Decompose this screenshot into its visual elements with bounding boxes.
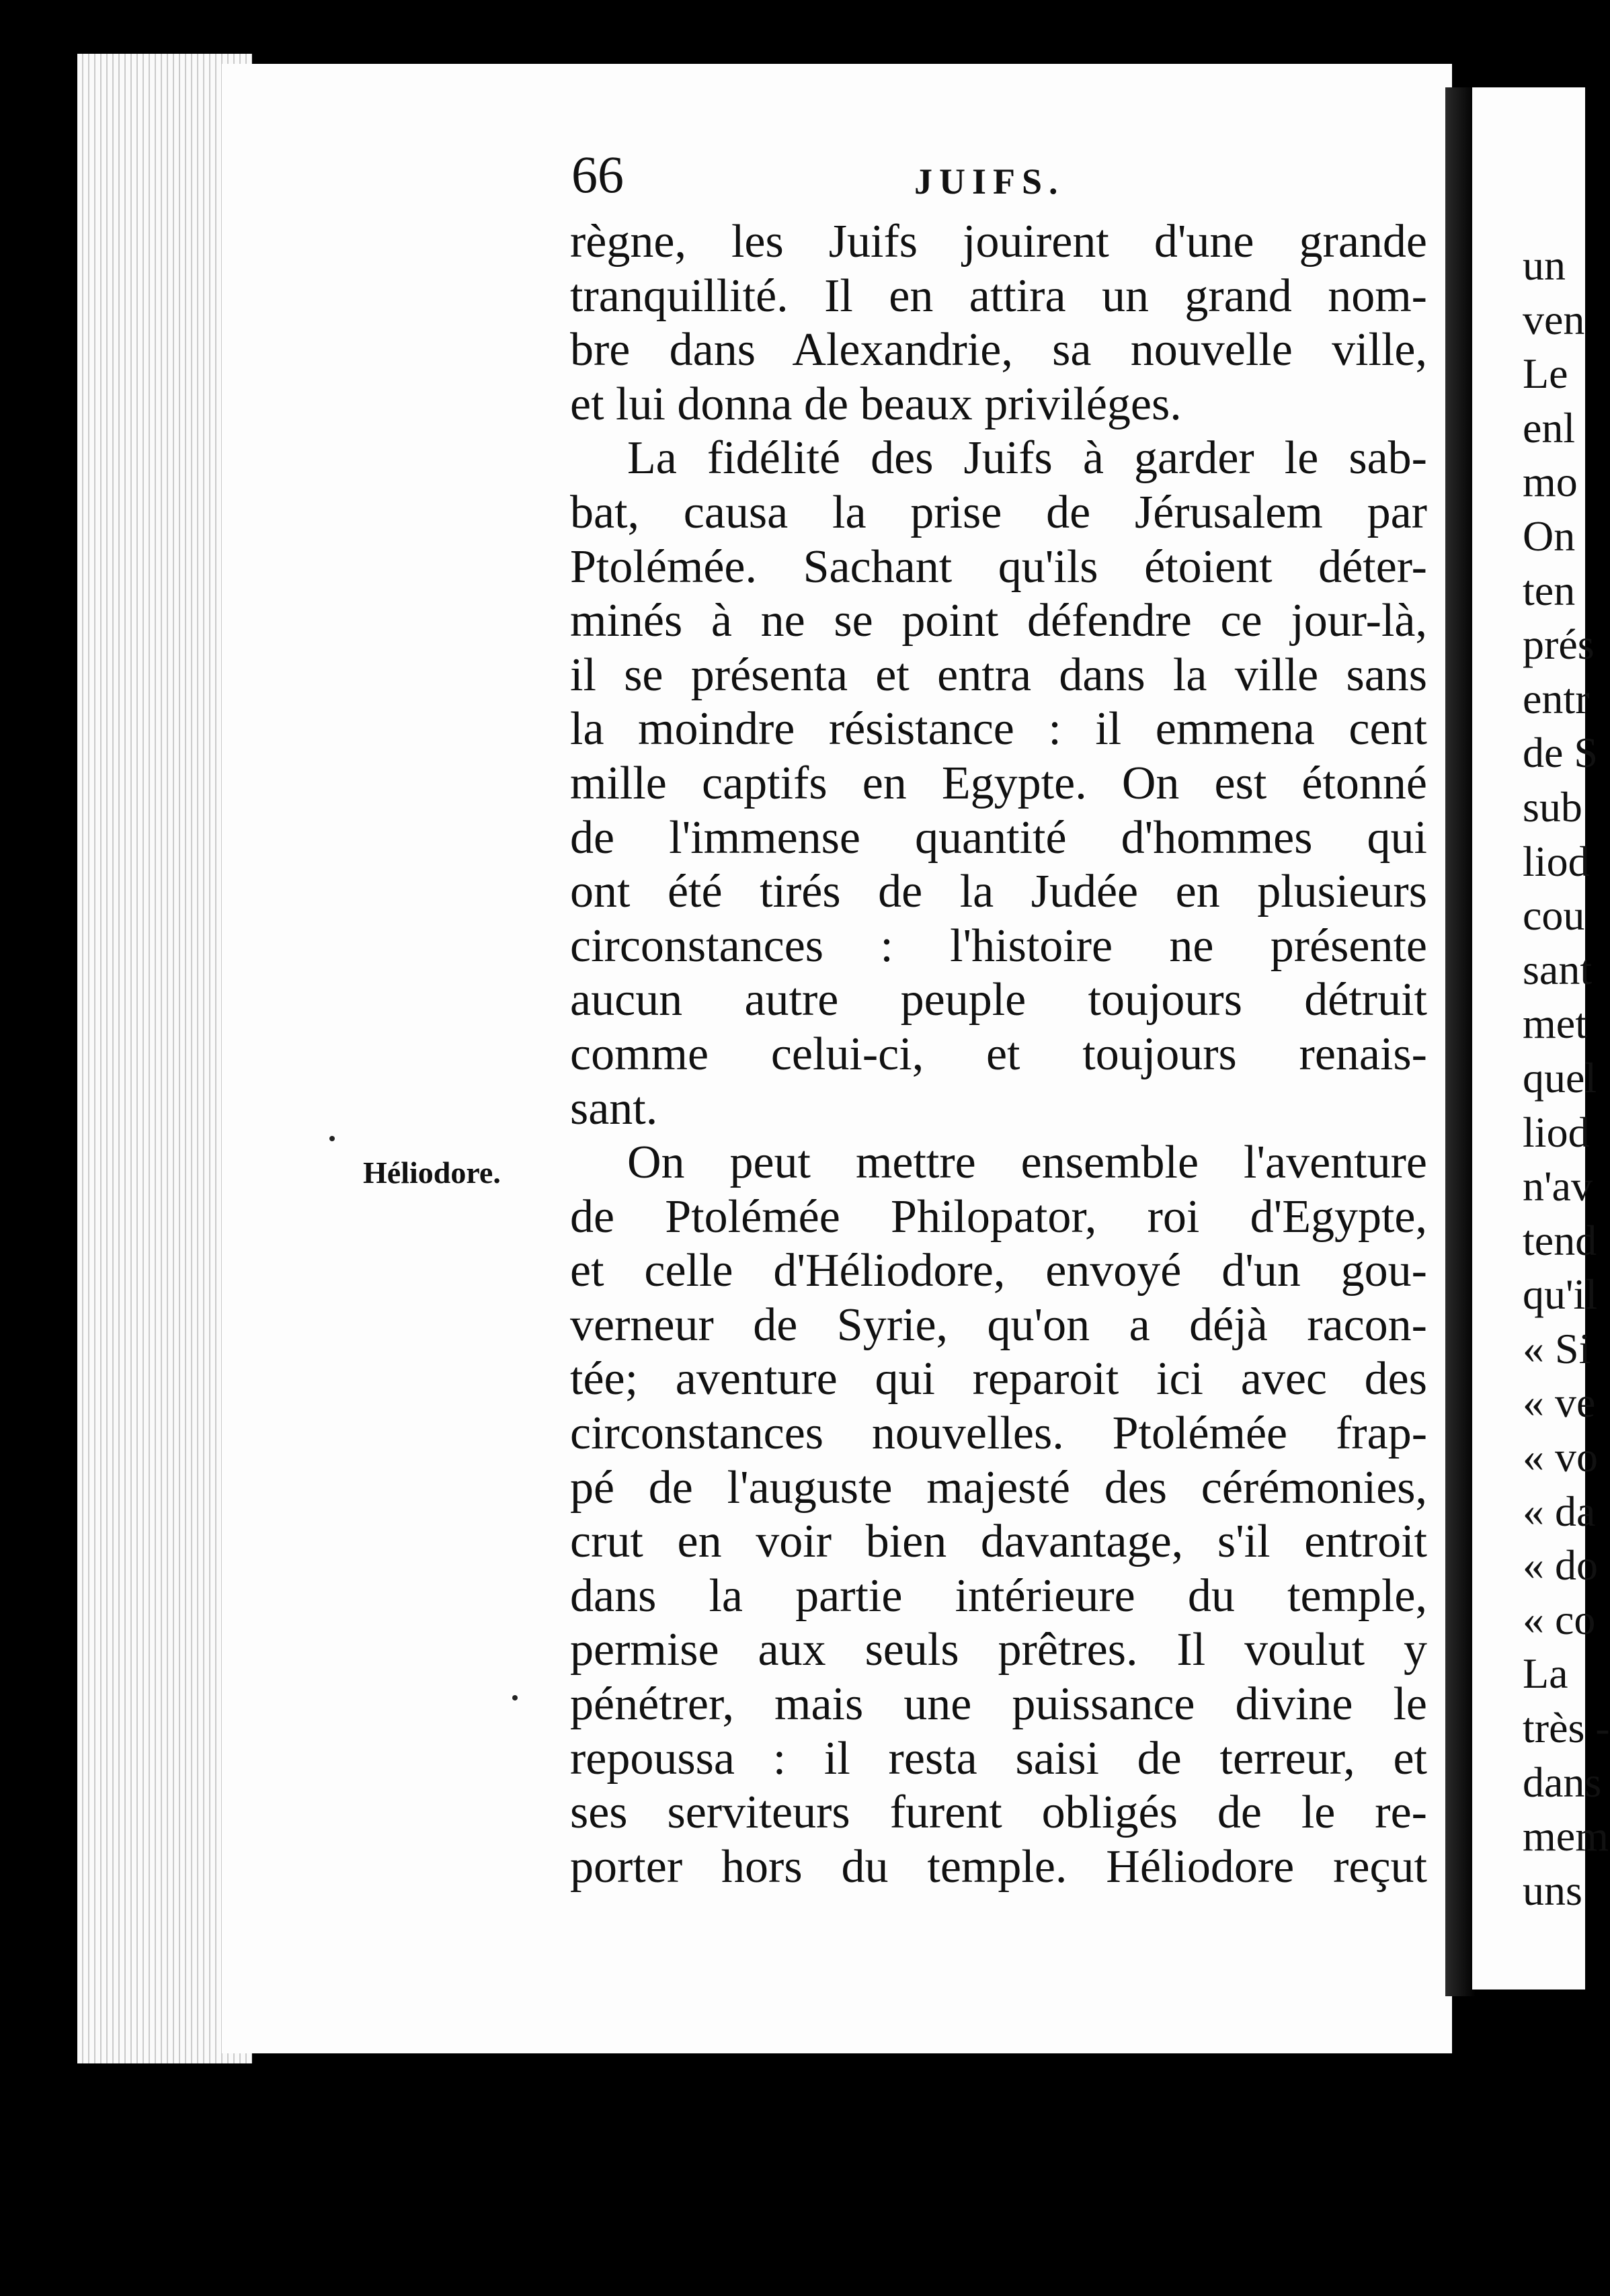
text-line: La fidélité des Juifs à garder le sab-: [627, 432, 1427, 485]
text-line: circonstances nouvelles. Ptolémée frap-: [570, 1407, 1427, 1460]
text-line: comme celui-ci, et toujours renais-: [570, 1028, 1427, 1080]
right-page-fragment: quel: [1523, 1053, 1597, 1102]
right-page-fragment: La: [1523, 1649, 1568, 1698]
right-page: [1472, 87, 1610, 1990]
text-line: ont été tirés de la Judée en plusieurs: [570, 866, 1427, 918]
text-line: et celle d'Héliodore, envoyé d'un gou-: [570, 1245, 1427, 1297]
right-page-fragment: sant: [1523, 945, 1593, 993]
text-line: bre dans Alexandrie, sa nouvelle ville,: [570, 324, 1427, 376]
right-page-fragment: « ve: [1523, 1379, 1596, 1427]
right-page-fragment: On: [1523, 511, 1576, 560]
text-line: On peut mettre ensemble l'aventure: [627, 1137, 1427, 1189]
text-line: de l'immense quantité d'hommes qui: [570, 811, 1427, 864]
text-line: repoussa : il resta saisi de terreur, et: [570, 1732, 1427, 1785]
right-page-fragment: un: [1523, 241, 1566, 289]
right-page-fragment: cou: [1523, 891, 1585, 940]
right-page-fragment: tend: [1523, 1216, 1597, 1264]
text-line: permise aux seuls prêtres. Il voulut y: [570, 1624, 1427, 1676]
right-page-fragment: prés: [1523, 620, 1595, 669]
right-page-fragment: de S: [1523, 729, 1598, 777]
right-page-fragment: mem: [1523, 1812, 1609, 1860]
right-page-fragment: uns: [1523, 1866, 1582, 1914]
text-line: tée; aventure qui reparoit ici avec des: [570, 1353, 1427, 1405]
text-line: minés à ne se point défendre ce jour-là,: [570, 595, 1427, 647]
text-line: verneur de Syrie, qu'on a déjà racon-: [570, 1299, 1427, 1351]
text-line: il se présenta et entra dans la ville sans: [570, 649, 1427, 701]
right-page-fragment: ten: [1523, 566, 1576, 614]
right-page-fragment: met: [1523, 999, 1587, 1048]
text-line: bat, causa la prise de Jérusalem par: [570, 486, 1427, 538]
right-page-fragment: liod: [1523, 1108, 1590, 1156]
text-line: aucun autre peuple toujours détruit: [570, 974, 1427, 1026]
gutter-shadow: [1445, 87, 1476, 1996]
right-page-fragment: « co: [1523, 1595, 1596, 1643]
right-page-fragment: entr: [1523, 674, 1590, 723]
right-page-fragment: « do: [1523, 1541, 1598, 1590]
ink-speck: [329, 1136, 335, 1141]
text-line: la moindre résistance : il emmena cent: [570, 703, 1427, 755]
text-line: ses serviteurs furent obligés de le re-: [570, 1787, 1427, 1839]
right-page-fragment: qu'il: [1523, 1270, 1598, 1319]
right-page-fragment: « vo: [1523, 1433, 1598, 1481]
text-line: circonstances : l'histoire ne présente: [570, 919, 1427, 972]
right-page-fragment: ven: [1523, 295, 1585, 343]
right-page-fragment: dans: [1523, 1758, 1602, 1806]
page-number: 66: [571, 145, 624, 204]
right-page-fragment: sub: [1523, 782, 1582, 831]
text-line: sant.: [570, 1082, 658, 1135]
text-line: dans la partie intérieure du temple,: [570, 1569, 1427, 1622]
ink-speck: [512, 1695, 518, 1700]
right-page-fragment: n'av: [1523, 1162, 1593, 1211]
running-head: JUIFS.: [914, 161, 1065, 202]
text-line: pénétrer, mais une puissance divine le: [570, 1678, 1427, 1731]
margin-note: Héliodore.: [363, 1155, 501, 1190]
text-line: crut en voir bien davantage, s'il entroit: [570, 1516, 1427, 1568]
text-line: et lui donna de beaux priviléges.: [570, 378, 1182, 430]
body-text: [570, 215, 1427, 1894]
right-page-fragment: « da: [1523, 1487, 1596, 1535]
right-page-fragment: « Si: [1523, 1324, 1591, 1372]
right-page-fragment: enl: [1523, 403, 1576, 452]
text-line: de Ptolémée Philopator, roi d'Egypte,: [570, 1190, 1427, 1243]
right-page-fragment: Le: [1523, 350, 1568, 398]
right-page-fragment: très -: [1523, 1704, 1610, 1752]
right-page-text: [1472, 239, 1610, 1918]
text-line: tranquillité. Il en attira un grand nom-: [570, 270, 1427, 322]
text-line: Ptolémée. Sachant qu'ils étoient déter-: [570, 540, 1427, 593]
right-page-fragment: liod: [1523, 837, 1590, 885]
text-line: mille captifs en Egypte. On est étonné: [570, 757, 1427, 809]
text-line: règne, les Juifs jouirent d'une grande: [570, 216, 1427, 268]
text-line: porter hors du temple. Héliodore reçut: [570, 1840, 1427, 1893]
right-page-fragment: mo: [1523, 458, 1578, 506]
text-line: pé de l'auguste majesté des cérémonies,: [570, 1461, 1427, 1514]
page-header: [571, 145, 1439, 205]
